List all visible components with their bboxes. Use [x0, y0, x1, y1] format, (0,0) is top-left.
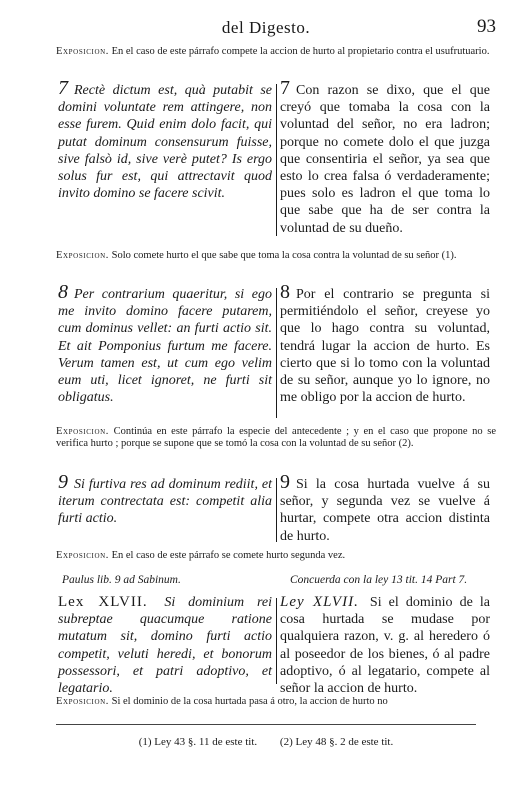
spanish-paragraph-8	[280, 281, 490, 406]
latin-paragraph-7	[58, 77, 272, 202]
paragraph-number: 7	[58, 77, 68, 99]
footnote-2: (2) Ley 48 §. 2 de este tit.	[279, 736, 394, 748]
running-header: del Digesto.	[221, 18, 311, 37]
column-divider	[276, 478, 277, 542]
spanish-paragraph-7	[280, 77, 490, 237]
footnote-1: (1) Ley 43 §. 11 de este tit.	[138, 736, 258, 748]
source-citation: Paulus lib. 9 ad Sabinum.	[62, 574, 181, 586]
paragraph-number: 8	[280, 281, 290, 303]
latin-text: Si furtiva res ad dominum rediit, et iterum contrectata est: competit alia furti actio.	[58, 477, 272, 527]
exposicion-label: Exposicion.	[56, 250, 109, 261]
paragraph-number: 9	[58, 471, 68, 493]
latin-paragraph-9	[58, 471, 272, 528]
exposicion-4	[56, 550, 496, 562]
exposicion-label: Exposicion.	[56, 696, 109, 707]
paragraph-number: 9	[280, 471, 290, 493]
spanish-text: Si el dominio de la cosa hurtada se mudase por qualquiera razon, v. g. al heredero ó al poseedor de los bienes, ó al padre adoptivo, ó al legatario, compete al señor la accion de hurto.	[280, 595, 490, 697]
spanish-text: Con razon se dixo, que el que creyó que tomaba la cosa con la voluntad del señor, no era ladron; porque no comete dolo el que juzga que consentiria el señor, ya sea que esto lo crea falsa ó verdaderamente; pues solo es ladron el que toma lo que sabe que ha de ser contra la voluntad de su dueño.	[280, 83, 490, 236]
exposicion-text: En el caso de este párrafo se comete hurto segunda vez.	[111, 550, 346, 561]
page-number: 93	[477, 16, 496, 37]
spanish-text: Por el contrario se pregunta si permitiéndolo el señor, creyese yo que lo hago contra su voluntad, tendrá lugar la accion de hurto. Es cierto que si lo tomo con la voluntad de su señor, aunque yo lo ignore, no me obligo por la accion de hurto.	[280, 287, 490, 406]
exposicion-text: Continúa en este párrafo la especie del antecedente ; y en el caso que propone no se verifica hurto ; porque se supone que se tomó la cosa con la voluntad de su señor (2).	[56, 426, 496, 449]
spanish-text: Si la cosa hurtada vuelve á su señor, y segunda vez se vuelve á hurtar, compete otra accion distinta de hurto.	[280, 477, 490, 544]
exposicion-text: Solo comete hurto el que sabe que toma la cosa contra la voluntad de su señor (1).	[111, 250, 457, 261]
exposicion-text: Si el dominio de la cosa hurtada pasa á otro, la accion de hurto no	[111, 696, 388, 707]
footnotes	[0, 736, 532, 748]
lex-xlvii-latin	[58, 594, 272, 697]
column-divider	[276, 84, 277, 236]
latin-text: Si dominium rei subreptae quacumque ratione mutatum sit, domino furti actio competit, veluti heredi, et bonorum possessori, et patri adoptivo, et legatario.	[58, 595, 272, 697]
law-number: Lex XLVII.	[58, 594, 148, 610]
latin-paragraph-8	[58, 281, 272, 406]
exposicion-label: Exposicion.	[56, 550, 109, 561]
exposicion-5	[56, 696, 496, 708]
column-divider	[276, 598, 277, 684]
exposicion-3	[56, 426, 496, 450]
footnote-separator	[56, 724, 476, 725]
exposicion-label: Exposicion.	[56, 46, 109, 57]
spanish-paragraph-9	[280, 471, 490, 545]
exposicion-1	[56, 46, 496, 58]
ley-xlvii-spanish	[280, 594, 490, 697]
column-divider	[276, 288, 277, 418]
latin-text: Per contrarium quaeritur, si ego me invito domino facere putarem, cum dominus vellet: an furti actio sit. Et ait Pomponius furtum me facere. Verum tamen est, ut cum ego velim eum uti, licet ignoret, ne furti sit obligatus.	[58, 287, 272, 406]
latin-text: Rectè dictum est, quà putabit se domini voluntate rem attingere, non esse furem. Quid enim dolo facit, qui putat dominum consensurum fuisse, sive falsò id, sive verè putet? Is ergo solus fur est, qui attrectavit quod invito domino se facere scivit.	[58, 83, 272, 202]
exposicion-text: En el caso de este párrafo compete la accion de hurto al propietario contra el usufrutuario.	[111, 46, 490, 57]
concordance-citation: Concuerda con la ley 13 tit. 14 Part 7.	[290, 574, 468, 586]
exposicion-2	[56, 250, 496, 262]
law-number: Ley XLVII.	[280, 594, 359, 610]
paragraph-number: 8	[58, 281, 68, 303]
paragraph-number: 7	[280, 77, 290, 99]
exposicion-label: Exposicion.	[56, 426, 109, 437]
